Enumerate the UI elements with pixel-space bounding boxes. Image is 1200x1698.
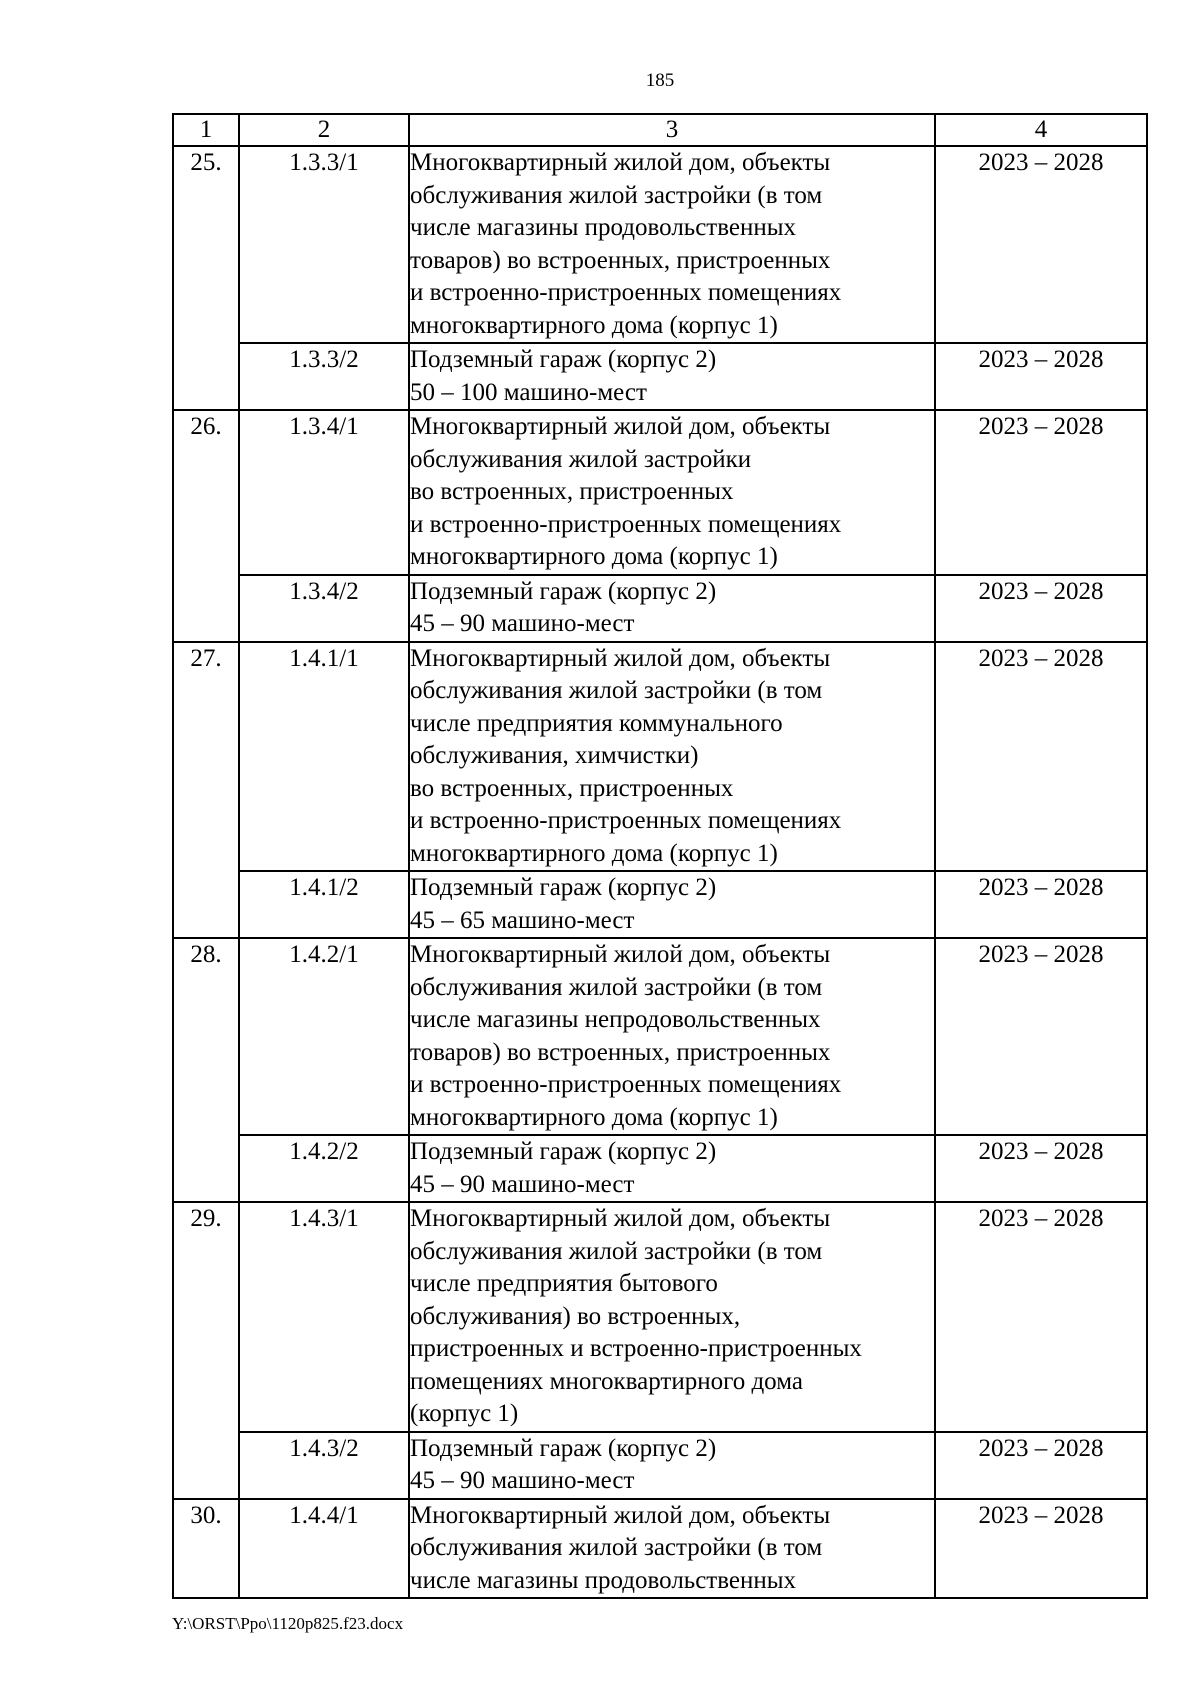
table-row — [173, 146, 1147, 343]
object-code: 1.3.4/2 — [239, 575, 409, 642]
column-header-2: 2 — [239, 114, 409, 146]
description-line: и встроенно-пристроенных помещениях — [410, 510, 842, 538]
description-line: обслуживания жилой застройки — [410, 445, 752, 473]
description-line: многоквартирного дома (корпус 1) — [410, 1103, 778, 1131]
description-line: обслуживания, химчистки) — [410, 742, 699, 769]
description-line: и встроенно-пристроенных помещениях — [410, 807, 842, 834]
table-row — [173, 938, 1147, 1135]
object-description — [409, 1499, 935, 1599]
implementation-period: 2023 – 2028 — [935, 146, 1147, 343]
description-line: пристроенных и встроенно-пристроенных — [410, 1335, 862, 1362]
object-description — [409, 1432, 935, 1499]
object-description — [409, 1135, 935, 1202]
implementation-period: 2023 – 2028 — [935, 1432, 1147, 1499]
description-line: Многоквартирный жилой дом, объекты — [410, 1501, 831, 1529]
table-row — [173, 1499, 1147, 1599]
table-row — [173, 871, 1147, 938]
description-line: 50 – 100 машино-мест — [410, 378, 647, 406]
description-line: обслуживания жилой застройки (в том — [410, 181, 823, 209]
description-line: Многоквартирный жилой дом, объекты — [410, 413, 831, 440]
object-code: 1.4.1/2 — [239, 871, 409, 938]
description-line: обслуживания жилой застройки (в том — [410, 1534, 823, 1561]
table-row — [173, 343, 1147, 410]
row-number: 27. — [173, 642, 239, 939]
implementation-period: 2023 – 2028 — [935, 1499, 1147, 1599]
table-body — [173, 114, 1147, 1598]
description-line: Многоквартирный жилой дом, объекты — [410, 941, 831, 968]
column-header-1: 1 — [173, 114, 239, 146]
description-line: многоквартирного дома (корпус 1) — [410, 543, 778, 570]
implementation-period: 2023 – 2028 — [935, 938, 1147, 1135]
row-number: 28. — [173, 938, 239, 1202]
object-code: 1.3.3/1 — [239, 146, 409, 343]
description-line: обслуживания жилой застройки (в том — [410, 1237, 823, 1265]
object-code: 1.4.2/1 — [239, 938, 409, 1135]
description-line: обслуживания жилой застройки (в том — [410, 973, 823, 1001]
table-row — [173, 642, 1147, 872]
description-line: многоквартирного дома (корпус 1) — [410, 311, 778, 339]
implementation-period: 2023 – 2028 — [935, 1135, 1147, 1202]
column-header-4: 4 — [935, 114, 1147, 146]
description-line: 45 – 65 машино-мест — [410, 906, 635, 934]
description-line: Многоквартирный жилой дом, объекты — [410, 644, 831, 672]
object-code: 1.4.4/1 — [239, 1499, 409, 1599]
description-line: Подземный гараж (корпус 2) — [410, 874, 717, 901]
table-header-row — [173, 114, 1147, 146]
description-line: Подземный гараж (корпус 2) — [410, 1138, 717, 1165]
description-line: числе предприятия бытового — [410, 1270, 718, 1297]
implementation-period: 2023 – 2028 — [935, 642, 1147, 872]
description-line: Многоквартирный жилой дом, объекты — [410, 149, 831, 176]
table-row — [173, 575, 1147, 642]
object-description — [409, 410, 935, 575]
description-line: 45 – 90 машино-мест — [410, 1170, 635, 1198]
description-line: Подземный гараж (корпус 2) — [410, 346, 717, 373]
schedule-table — [172, 113, 1148, 1599]
implementation-period: 2023 – 2028 — [935, 410, 1147, 575]
description-line: Многоквартирный жилой дом, объекты — [410, 1205, 831, 1232]
description-line: (корпус 1) — [410, 1400, 519, 1427]
description-line: 45 – 90 машино-мест — [410, 610, 635, 637]
implementation-period: 2023 – 2028 — [935, 871, 1147, 938]
description-line: во встроенных, пристроенных — [410, 774, 734, 802]
description-line: товаров) во встроенных, пристроенных — [410, 1038, 831, 1066]
table-row — [173, 1432, 1147, 1499]
row-number: 29. — [173, 1202, 239, 1499]
row-number: 25. — [173, 146, 239, 410]
object-description — [409, 343, 935, 410]
description-line: и встроенно-пристроенных помещениях — [410, 1071, 842, 1098]
object-description — [409, 575, 935, 642]
description-line: 45 – 90 машино-мест — [410, 1467, 635, 1494]
table-row — [173, 1135, 1147, 1202]
object-code: 1.4.3/1 — [239, 1202, 409, 1432]
description-line: обслуживания жилой застройки (в том — [410, 677, 823, 704]
file-path-footer: Y:\ORST\Ppo\1120p825.f23.docx — [172, 1614, 404, 1633]
object-description — [409, 871, 935, 938]
object-code: 1.3.3/2 — [239, 343, 409, 410]
description-line: обслуживания) во встроенных, — [410, 1302, 741, 1330]
description-line: Подземный гараж (корпус 2) — [410, 577, 717, 605]
description-line: числе предприятия коммунального — [410, 709, 783, 737]
object-description — [409, 938, 935, 1135]
description-line: числе магазины непродовольственных — [410, 1006, 821, 1033]
row-number: 26. — [173, 410, 239, 642]
description-line: многоквартирного дома (корпус 1) — [410, 839, 778, 867]
object-description — [409, 146, 935, 343]
page-number: 185 — [645, 70, 675, 91]
object-code: 1.3.4/1 — [239, 410, 409, 575]
description-line: товаров) во встроенных, пристроенных — [410, 246, 831, 274]
table-row — [173, 1202, 1147, 1432]
description-line: и встроенно-пристроенных помещениях — [410, 279, 842, 306]
object-code: 1.4.1/1 — [239, 642, 409, 872]
object-description — [409, 642, 935, 872]
implementation-period: 2023 – 2028 — [935, 575, 1147, 642]
description-line: числе магазины продовольственных — [410, 1566, 797, 1594]
description-line: помещениях многоквартирного дома — [410, 1367, 803, 1395]
column-header-3: 3 — [409, 114, 935, 146]
description-line: во встроенных, пристроенных — [410, 478, 734, 505]
table-row — [173, 410, 1147, 575]
implementation-period: 2023 – 2028 — [935, 343, 1147, 410]
description-line: числе магазины продовольственных — [410, 214, 797, 241]
row-number: 30. — [173, 1499, 239, 1599]
object-code: 1.4.3/2 — [239, 1432, 409, 1499]
object-code: 1.4.2/2 — [239, 1135, 409, 1202]
implementation-period: 2023 – 2028 — [935, 1202, 1147, 1432]
description-line: Подземный гараж (корпус 2) — [410, 1434, 717, 1462]
object-description — [409, 1202, 935, 1432]
